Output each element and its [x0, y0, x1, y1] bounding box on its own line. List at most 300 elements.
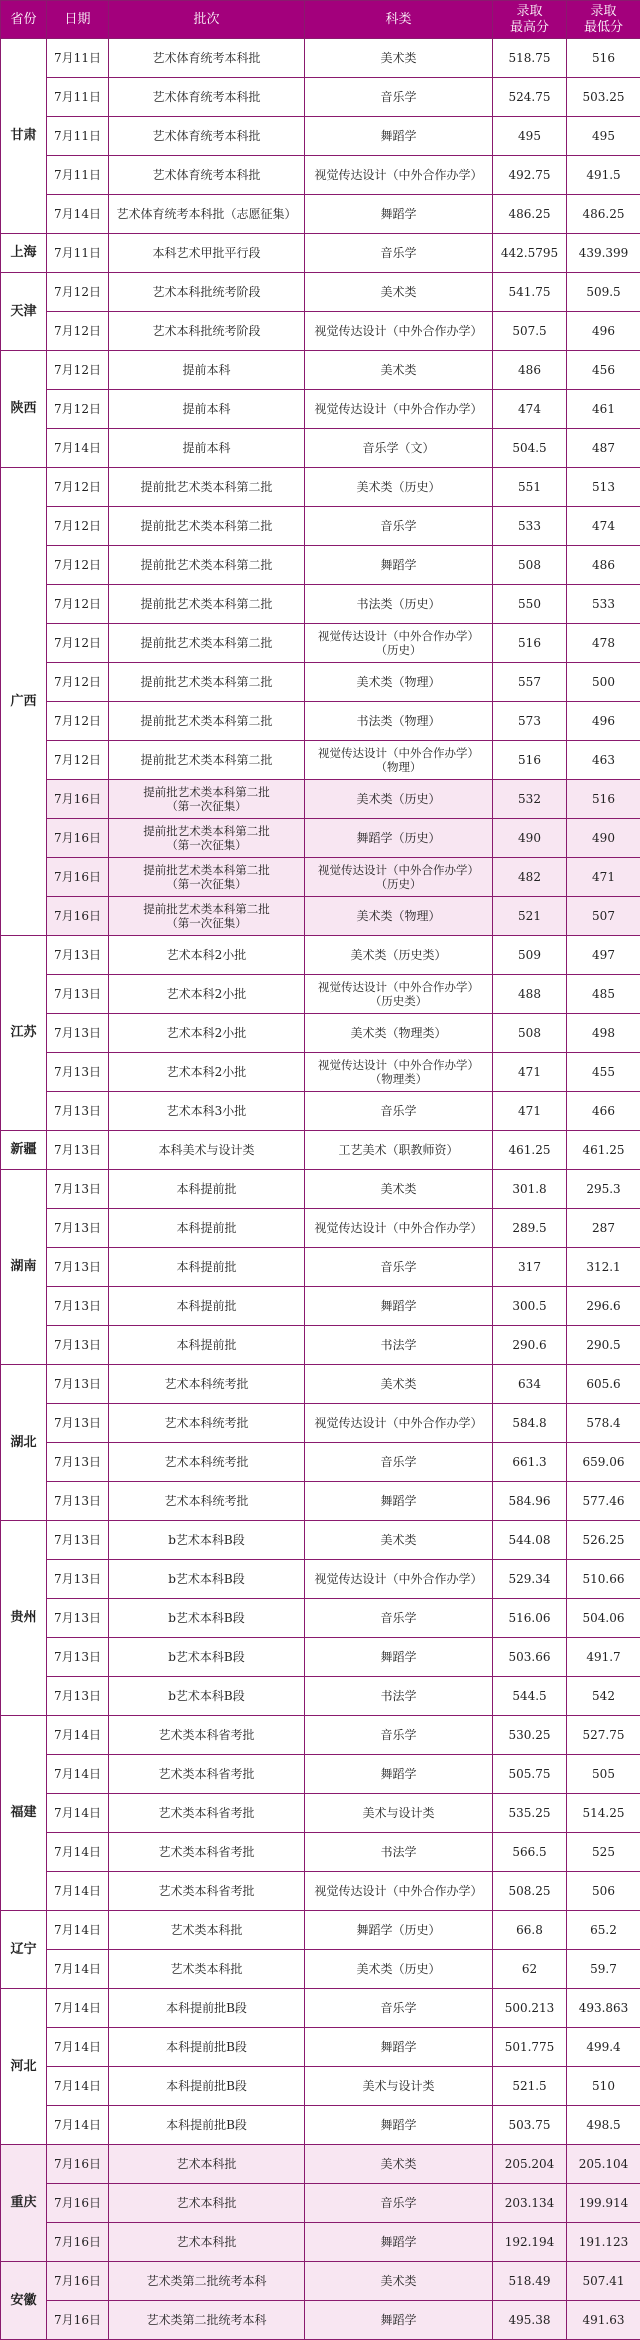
date-cell: 7月13日 — [47, 1482, 109, 1521]
min-score-cell: 500 — [567, 663, 640, 702]
max-score-cell: 317 — [493, 1248, 567, 1287]
max-score-cell: 516 — [493, 624, 567, 663]
max-score-cell: 521.5 — [493, 2067, 567, 2106]
subject-cell — [305, 1131, 493, 1170]
date-cell: 7月14日 — [47, 1833, 109, 1872]
table-header — [1, 1, 640, 39]
batch-cell: 本科提前批 — [109, 1326, 305, 1365]
max-score-cell: 495 — [493, 117, 567, 156]
subject-cell — [305, 2262, 493, 2301]
subject-cell — [305, 2184, 493, 2223]
min-score-cell: 295.3 — [567, 1170, 640, 1209]
subject-line: 音乐学（文） — [309, 441, 488, 455]
min-score-cell: 461.25 — [567, 1131, 640, 1170]
batch-cell: 提前批艺术类本科第二批 — [109, 468, 305, 507]
date-cell: 7月11日 — [47, 234, 109, 273]
date-cell: 7月11日 — [47, 39, 109, 78]
date-cell: 7月14日 — [47, 2106, 109, 2145]
min-score-cell: 578.4 — [567, 1404, 640, 1443]
min-score-cell: 312.1 — [567, 1248, 640, 1287]
subject-line: 美术类 — [309, 51, 488, 65]
subject-cell — [305, 2028, 493, 2067]
date-cell: 7月12日 — [47, 351, 109, 390]
batch-cell: b艺术本科B段 — [109, 1521, 305, 1560]
max-score-cell: 203.134 — [493, 2184, 567, 2223]
subject-line: 视觉传达设计（中外合作办学） — [309, 1416, 488, 1430]
table-row — [1, 819, 640, 858]
header-date: 日期 — [47, 1, 109, 39]
table-row — [1, 546, 640, 585]
min-score-cell: 527.75 — [567, 1716, 640, 1755]
max-score-cell: 516.06 — [493, 1599, 567, 1638]
max-score-cell: 524.75 — [493, 78, 567, 117]
min-score-cell: 496 — [567, 702, 640, 741]
table-row — [1, 1755, 640, 1794]
province-cell: 河北 — [1, 1989, 47, 2145]
max-score-cell: 529.34 — [493, 1560, 567, 1599]
batch-cell: 艺术本科统考批 — [109, 1482, 305, 1521]
date-cell: 7月14日 — [47, 429, 109, 468]
subject-cell — [305, 78, 493, 117]
subject-cell — [305, 1599, 493, 1638]
batch-cell: 艺术本科统考批 — [109, 1443, 305, 1482]
subject-line: 音乐学 — [309, 1455, 488, 1469]
batch-cell: 本科提前批 — [109, 1248, 305, 1287]
min-score-cell: 463 — [567, 741, 640, 780]
subject-line: 舞蹈学 — [309, 207, 488, 221]
header-max-line-2: 最高分 — [493, 20, 566, 36]
table-row — [1, 1911, 640, 1950]
date-cell: 7月11日 — [47, 117, 109, 156]
subject-cell — [305, 1911, 493, 1950]
subject-cell — [305, 1248, 493, 1287]
date-cell: 7月13日 — [47, 1443, 109, 1482]
table-row — [1, 585, 640, 624]
date-cell: 7月12日 — [47, 624, 109, 663]
date-cell: 7月16日 — [47, 2223, 109, 2262]
table-row — [1, 2184, 640, 2223]
min-score-cell: 507.41 — [567, 2262, 640, 2301]
max-score-cell: 557 — [493, 663, 567, 702]
batch-cell — [109, 858, 305, 897]
min-score-cell: 296.6 — [567, 1287, 640, 1326]
date-cell: 7月13日 — [47, 1638, 109, 1677]
header-province: 省份 — [1, 1, 47, 39]
date-cell: 7月11日 — [47, 156, 109, 195]
max-score-cell: 501.775 — [493, 2028, 567, 2067]
date-cell: 7月14日 — [47, 1950, 109, 1989]
min-score-cell: 506 — [567, 1872, 640, 1911]
min-score-cell: 496 — [567, 312, 640, 351]
max-score-cell: 500.213 — [493, 1989, 567, 2028]
date-cell: 7月13日 — [47, 1053, 109, 1092]
min-score-cell: 65.2 — [567, 1911, 640, 1950]
date-cell: 7月12日 — [47, 468, 109, 507]
table-row — [1, 117, 640, 156]
header-batch: 批次 — [109, 1, 305, 39]
max-score-cell: 488 — [493, 975, 567, 1014]
subject-cell — [305, 780, 493, 819]
province-cell: 湖北 — [1, 1365, 47, 1521]
max-score-cell: 551 — [493, 468, 567, 507]
subject-line: 音乐学 — [309, 2001, 488, 2015]
max-score-cell: 503.75 — [493, 2106, 567, 2145]
subject-line: 美术类（物理） — [309, 675, 488, 689]
min-score-cell: 439.399 — [567, 234, 640, 273]
date-cell: 7月13日 — [47, 1326, 109, 1365]
subject-cell — [305, 819, 493, 858]
subject-line: 视觉传达设计（中外合作办学） — [309, 1221, 488, 1235]
batch-cell: 艺术本科2小批 — [109, 975, 305, 1014]
subject-line: 美术类（历史） — [309, 1962, 488, 1976]
batch-cell: 艺术类本科省考批 — [109, 1755, 305, 1794]
subject-line: 视觉传达设计（中外合作办学） — [309, 324, 488, 338]
subject-cell — [305, 858, 493, 897]
table-row — [1, 1131, 640, 1170]
date-cell: 7月13日 — [47, 1599, 109, 1638]
date-cell: 7月12日 — [47, 273, 109, 312]
min-score-cell: 491.7 — [567, 1638, 640, 1677]
subject-cell — [305, 1833, 493, 1872]
batch-cell: 艺术体育统考本科批 — [109, 78, 305, 117]
table-row — [1, 1170, 640, 1209]
date-cell: 7月13日 — [47, 1677, 109, 1716]
subject-line: 美术类 — [309, 2157, 488, 2171]
subject-line: 音乐学 — [309, 1728, 488, 1742]
table-body — [1, 39, 640, 2340]
batch-cell: 艺术类本科批 — [109, 1950, 305, 1989]
subject-line: 美术类 — [309, 285, 488, 299]
province-cell: 辽宁 — [1, 1911, 47, 1989]
date-cell: 7月14日 — [47, 195, 109, 234]
max-score-cell: 507.5 — [493, 312, 567, 351]
header-min-line-2: 最低分 — [567, 20, 640, 36]
date-cell: 7月12日 — [47, 546, 109, 585]
date-cell: 7月13日 — [47, 1365, 109, 1404]
batch-cell: 艺术类本科省考批 — [109, 1716, 305, 1755]
batch-cell: 提前批艺术类本科第二批 — [109, 663, 305, 702]
batch-cell: 艺术本科批 — [109, 2184, 305, 2223]
subject-cell — [305, 741, 493, 780]
date-cell: 7月16日 — [47, 858, 109, 897]
date-cell: 7月16日 — [47, 2301, 109, 2340]
batch-cell: 提前批艺术类本科第二批 — [109, 546, 305, 585]
batch-line: （第一次征集） — [113, 799, 300, 813]
date-cell: 7月14日 — [47, 1755, 109, 1794]
max-score-cell: 474 — [493, 390, 567, 429]
max-score-cell: 492.75 — [493, 156, 567, 195]
max-score-cell: 495.38 — [493, 2301, 567, 2340]
max-score-cell: 192.194 — [493, 2223, 567, 2262]
subject-line: 音乐学 — [309, 1260, 488, 1274]
date-cell: 7月13日 — [47, 1560, 109, 1599]
subject-line: 视觉传达设计（中外合作办学） — [309, 746, 488, 760]
subject-line: 音乐学 — [309, 246, 488, 260]
subject-cell — [305, 273, 493, 312]
date-cell: 7月12日 — [47, 702, 109, 741]
province-cell: 湖南 — [1, 1170, 47, 1365]
province-cell: 福建 — [1, 1716, 47, 1911]
max-score-cell: 521 — [493, 897, 567, 936]
max-score-cell: 504.5 — [493, 429, 567, 468]
date-cell: 7月14日 — [47, 1911, 109, 1950]
date-cell: 7月13日 — [47, 1209, 109, 1248]
max-score-cell: 532 — [493, 780, 567, 819]
max-score-cell: 205.204 — [493, 2145, 567, 2184]
subject-cell — [305, 2067, 493, 2106]
max-score-cell: 66.8 — [493, 1911, 567, 1950]
table-row — [1, 897, 640, 936]
subject-cell — [305, 2145, 493, 2184]
date-cell: 7月16日 — [47, 897, 109, 936]
date-cell: 7月13日 — [47, 975, 109, 1014]
max-score-cell: 486.25 — [493, 195, 567, 234]
table-row — [1, 351, 640, 390]
date-cell: 7月12日 — [47, 390, 109, 429]
province-cell: 上海 — [1, 234, 47, 273]
subject-line: 舞蹈学（历史） — [309, 1923, 488, 1937]
table-row — [1, 2301, 640, 2340]
subject-line: 美术类 — [309, 1182, 488, 1196]
table-row — [1, 273, 640, 312]
max-score-cell: 290.6 — [493, 1326, 567, 1365]
table-row — [1, 1560, 640, 1599]
batch-line: 提前批艺术类本科第二批 — [113, 863, 300, 877]
subject-line: 舞蹈学 — [309, 2040, 488, 2054]
batch-cell: 本科提前批B段 — [109, 2028, 305, 2067]
subject-cell — [305, 1482, 493, 1521]
subject-cell — [305, 936, 493, 975]
batch-cell — [109, 819, 305, 858]
batch-cell — [109, 780, 305, 819]
province-cell: 安徽 — [1, 2262, 47, 2340]
max-score-cell: 541.75 — [493, 273, 567, 312]
date-cell: 7月13日 — [47, 936, 109, 975]
min-score-cell: 205.104 — [567, 2145, 640, 2184]
subject-cell — [305, 663, 493, 702]
subject-cell — [305, 2301, 493, 2340]
batch-cell: 本科美术与设计类 — [109, 1131, 305, 1170]
batch-cell: 艺术类本科批 — [109, 1911, 305, 1950]
batch-cell: 艺术本科统考批 — [109, 1365, 305, 1404]
table-row — [1, 975, 640, 1014]
table-row — [1, 663, 640, 702]
subject-cell — [305, 195, 493, 234]
table-row — [1, 1365, 640, 1404]
table-row — [1, 624, 640, 663]
subject-line: 美术类 — [309, 363, 488, 377]
min-score-cell: 577.46 — [567, 1482, 640, 1521]
table-row — [1, 780, 640, 819]
table-row — [1, 2145, 640, 2184]
header-max-line-1: 录取 — [493, 4, 566, 20]
province-cell: 贵州 — [1, 1521, 47, 1716]
subject-cell — [305, 1287, 493, 1326]
subject-cell — [305, 897, 493, 936]
table-row — [1, 2262, 640, 2301]
subject-cell — [305, 1872, 493, 1911]
table-row — [1, 1950, 640, 1989]
min-score-cell: 486 — [567, 546, 640, 585]
table-row — [1, 1989, 640, 2028]
subject-line: 工艺美术（职教师资） — [309, 1143, 488, 1157]
subject-line: 舞蹈学 — [309, 129, 488, 143]
subject-line: 美术与设计类 — [309, 1806, 488, 1820]
subject-cell — [305, 468, 493, 507]
min-score-cell: 495 — [567, 117, 640, 156]
table-row — [1, 1287, 640, 1326]
min-score-cell: 499.4 — [567, 2028, 640, 2067]
subject-cell — [305, 1950, 493, 1989]
batch-cell: 提前本科 — [109, 390, 305, 429]
subject-line: 视觉传达设计（中外合作办学） — [309, 1058, 488, 1072]
table-row — [1, 1209, 640, 1248]
subject-cell — [305, 1014, 493, 1053]
date-cell: 7月12日 — [47, 741, 109, 780]
min-score-cell: 485 — [567, 975, 640, 1014]
batch-line: 提前批艺术类本科第二批 — [113, 902, 300, 916]
max-score-cell: 518.49 — [493, 2262, 567, 2301]
min-score-cell: 533 — [567, 585, 640, 624]
subject-cell — [305, 1365, 493, 1404]
batch-line: （第一次征集） — [113, 877, 300, 891]
subject-cell — [305, 1521, 493, 1560]
table-row — [1, 1599, 640, 1638]
min-score-cell: 526.25 — [567, 1521, 640, 1560]
batch-line: （第一次征集） — [113, 916, 300, 930]
subject-cell — [305, 312, 493, 351]
subject-line: 视觉传达设计（中外合作办学） — [309, 1884, 488, 1898]
batch-cell: 艺术本科批统考阶段 — [109, 312, 305, 351]
batch-cell: b艺术本科B段 — [109, 1599, 305, 1638]
subject-cell — [305, 429, 493, 468]
table-row — [1, 2106, 640, 2145]
batch-cell: 艺术本科批统考阶段 — [109, 273, 305, 312]
date-cell: 7月14日 — [47, 1716, 109, 1755]
table-row — [1, 1677, 640, 1716]
min-score-cell: 509.5 — [567, 273, 640, 312]
subject-line: （历史） — [309, 643, 488, 657]
max-score-cell: 461.25 — [493, 1131, 567, 1170]
batch-cell: 艺术本科2小批 — [109, 1053, 305, 1092]
batch-line: 提前批艺术类本科第二批 — [113, 785, 300, 799]
batch-cell: 艺术类本科省考批 — [109, 1833, 305, 1872]
min-score-cell: 287 — [567, 1209, 640, 1248]
date-cell: 7月12日 — [47, 312, 109, 351]
subject-cell — [305, 1053, 493, 1092]
province-cell: 江苏 — [1, 936, 47, 1131]
table-row — [1, 1404, 640, 1443]
table-row — [1, 702, 640, 741]
max-score-cell: 509 — [493, 936, 567, 975]
subject-cell — [305, 1404, 493, 1443]
max-score-cell: 442.5795 — [493, 234, 567, 273]
batch-cell: 提前批艺术类本科第二批 — [109, 702, 305, 741]
table-row — [1, 1014, 640, 1053]
min-score-cell: 290.5 — [567, 1326, 640, 1365]
table-row — [1, 390, 640, 429]
subject-line: 书法类（物理） — [309, 714, 488, 728]
date-cell: 7月14日 — [47, 2067, 109, 2106]
subject-line: （历史类） — [309, 994, 488, 1008]
subject-cell — [305, 1443, 493, 1482]
min-score-cell: 199.914 — [567, 2184, 640, 2223]
header-min-score — [567, 1, 640, 39]
batch-cell: b艺术本科B段 — [109, 1638, 305, 1677]
subject-line: 美术类（历史类） — [309, 948, 488, 962]
subject-line: 音乐学 — [309, 519, 488, 533]
min-score-cell: 471 — [567, 858, 640, 897]
max-score-cell: 508 — [493, 546, 567, 585]
batch-cell: b艺术本科B段 — [109, 1560, 305, 1599]
header-subject: 科类 — [305, 1, 493, 39]
batch-cell: 提前批艺术类本科第二批 — [109, 741, 305, 780]
min-score-cell: 504.06 — [567, 1599, 640, 1638]
subject-line: 舞蹈学 — [309, 2235, 488, 2249]
province-cell: 陕西 — [1, 351, 47, 468]
subject-line: 美术类 — [309, 1533, 488, 1547]
batch-cell: 艺术体育统考本科批 — [109, 39, 305, 78]
table-row — [1, 39, 640, 78]
min-score-cell: 478 — [567, 624, 640, 663]
subject-line: 视觉传达设计（中外合作办学） — [309, 980, 488, 994]
max-score-cell: 62 — [493, 1950, 567, 1989]
header-max-score — [493, 1, 567, 39]
max-score-cell: 301.8 — [493, 1170, 567, 1209]
subject-line: 舞蹈学（历史） — [309, 831, 488, 845]
subject-line: 书法类（历史） — [309, 597, 488, 611]
batch-cell: 本科提前批B段 — [109, 1989, 305, 2028]
table-row — [1, 234, 640, 273]
batch-cell: 提前本科 — [109, 351, 305, 390]
subject-cell — [305, 156, 493, 195]
batch-cell: 本科提前批 — [109, 1209, 305, 1248]
subject-line: 舞蹈学 — [309, 1494, 488, 1508]
batch-cell: 本科提前批B段 — [109, 2067, 305, 2106]
date-cell: 7月16日 — [47, 2145, 109, 2184]
batch-cell: 艺术本科统考批 — [109, 1404, 305, 1443]
batch-cell: 本科提前批B段 — [109, 2106, 305, 2145]
subject-line: 视觉传达设计（中外合作办学） — [309, 168, 488, 182]
subject-cell — [305, 624, 493, 663]
subject-cell — [305, 1677, 493, 1716]
province-cell: 天津 — [1, 273, 47, 351]
subject-line: 视觉传达设计（中外合作办学） — [309, 402, 488, 416]
max-score-cell: 300.5 — [493, 1287, 567, 1326]
header-min-line-1: 录取 — [567, 4, 640, 20]
min-score-cell: 659.06 — [567, 1443, 640, 1482]
min-score-cell: 491.5 — [567, 156, 640, 195]
min-score-cell: 59.7 — [567, 1950, 640, 1989]
subject-cell — [305, 1170, 493, 1209]
min-score-cell: 461 — [567, 390, 640, 429]
batch-cell: 艺术类第二批统考本科 — [109, 2262, 305, 2301]
subject-line: 舞蹈学 — [309, 1650, 488, 1664]
date-cell: 7月13日 — [47, 1287, 109, 1326]
subject-line: 美术与设计类 — [309, 2079, 488, 2093]
batch-cell: 提前批艺术类本科第二批 — [109, 624, 305, 663]
table-row — [1, 429, 640, 468]
max-score-cell: 573 — [493, 702, 567, 741]
max-score-cell: 516 — [493, 741, 567, 780]
date-cell: 7月16日 — [47, 2184, 109, 2223]
table-row — [1, 2223, 640, 2262]
table-row — [1, 1794, 640, 1833]
subject-cell — [305, 1716, 493, 1755]
date-cell: 7月16日 — [47, 780, 109, 819]
table-row — [1, 1443, 640, 1482]
batch-cell: 提前批艺术类本科第二批 — [109, 507, 305, 546]
